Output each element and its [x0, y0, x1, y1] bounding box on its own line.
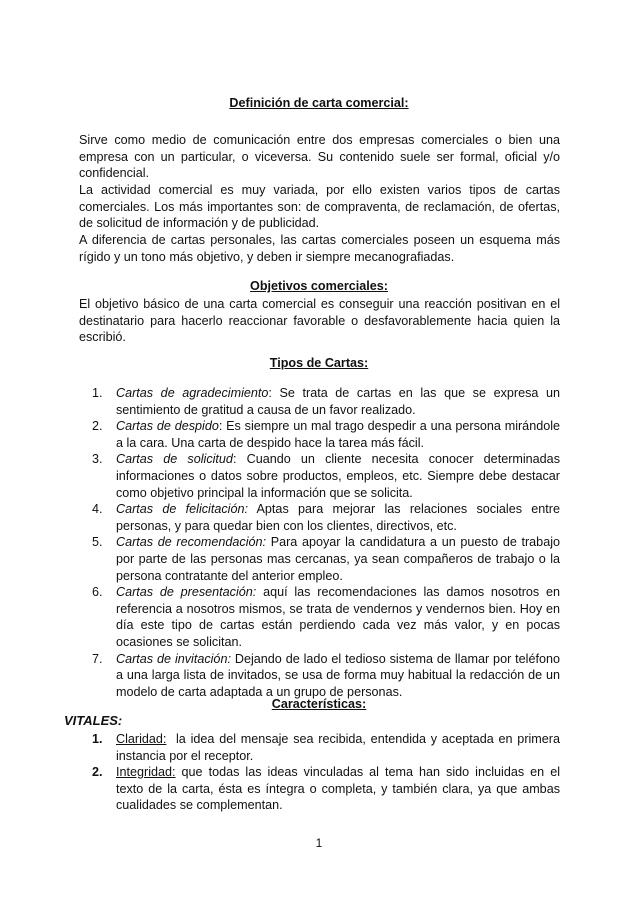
list-item — [92, 764, 560, 814]
separator: : — [218, 419, 227, 434]
vitales-title: VITALES: — [64, 713, 123, 728]
vital-term: Integridad: — [116, 765, 176, 780]
list-item — [92, 731, 560, 764]
list-number: 2. — [92, 419, 103, 434]
list-number: 1. — [92, 732, 103, 746]
list-number: 5. — [92, 535, 103, 550]
list-number: 1. — [92, 386, 103, 400]
tipo-description: Aptas para mejorar las relaciones sociales entre personas, y para quedar bien con los clientes, directivos, etc. — [116, 502, 560, 533]
definicion-paragraph-1: Sirve como medio de comunicación entre dos empresas comerciales o bien una empresa con un particular, o viceversa. Su contenido suele ser formal, oficial y/o confidencial. — [79, 133, 560, 181]
list-number: 2. — [92, 765, 103, 780]
definicion-paragraph-2: La actividad comercial es muy variada, por ello existen varios tipos de cartas comerciales. Los más importantes son: de compraventa, de reclamación, de ofertas, de solicitud de información y de publicidad. — [79, 183, 560, 231]
list-item — [92, 418, 560, 451]
list-item — [92, 651, 560, 701]
tipo-description: Cuando un cliente necesita conocer determinadas informaciones o datos sobre productos, empleos, etc. Siempre debe destacar como objetivo principal la información que se solicita. — [116, 452, 560, 500]
list-item — [92, 584, 560, 650]
tipo-term: Cartas de agradecimiento — [116, 386, 269, 400]
tipo-term: Cartas de recomendación: — [116, 535, 267, 550]
tipo-description: Dejando de lado el tedioso sistema de llamar por teléfono a una larga lista de invitados, se usa de forma muy habitual la redacción de un modelo de carta adaptada a un grupo de personas. — [116, 651, 560, 699]
separator: : — [268, 386, 280, 400]
separator — [248, 502, 257, 516]
page-number: 1 — [315, 836, 323, 850]
objetivos-paragraph: El objetivo básico de una carta comercial es conseguir una reacción positivan en el destinatario para hacerlo reaccionar favorable o desfavorablemente hacia quien la escribió. — [79, 297, 560, 345]
tipo-term: Cartas de despido — [116, 419, 219, 434]
tipos-list — [92, 385, 560, 700]
vital-description: la idea del mensaje sea recibida, entendida y aceptada en primera instancia por el receptor. — [116, 732, 560, 763]
heading-caracteristicas: Características: — [271, 697, 367, 711]
vital-term: Claridad: — [116, 732, 167, 746]
tipo-term: Cartas de solicitud — [116, 452, 233, 467]
list-item — [92, 501, 560, 534]
heading-definicion: Definición de carta comercial: — [229, 96, 409, 110]
list-item — [92, 451, 560, 501]
tipo-term: Cartas de presentación: — [116, 585, 257, 600]
tipo-description: aquí las recomendaciones las damos nosotros en referencia a nosotros mismos, se trata de vendernos y vendernos bien. Hoy en día este tipo de cartas están perdiendo cada vez más valor, y en pocas ocasiones se solicitan. — [116, 585, 560, 649]
tipo-description: Se trata de cartas en las que se expresa un sentimiento de gratitud a causa de un favor realizado. — [116, 386, 560, 417]
tipo-description: Para apoyar la candidatura a un puesto de trabajo por parte de las personas mas cercanas, ya sean compañeros de trabajo o la persona contratante del anterior empleo. — [116, 535, 560, 583]
definicion-paragraph-3: A diferencia de cartas personales, las cartas comerciales poseen un esquema más rígido y un tono más objetivo, y deben ir siempre mecanografiadas. — [79, 233, 560, 264]
list-number: 3. — [92, 452, 103, 467]
vital-description: que todas las ideas vinculadas al tema han sido incluidas en el texto de la carta, ésta es íntegra o completa, y también clara, ya que ambas cualidades se complementan. — [116, 765, 561, 813]
list-number: 6. — [92, 585, 103, 600]
heading-objetivos: Objetivos comerciales: — [250, 279, 388, 293]
separator: : — [232, 452, 247, 467]
separator — [166, 732, 176, 746]
vitales-list — [92, 731, 560, 814]
list-item — [92, 385, 560, 418]
list-number: 4. — [92, 502, 103, 517]
tipo-description: Es siempre un mal trago despedir a una persona mirándole a la cara. Una carta de despido hace la tarea más fácil. — [116, 419, 561, 450]
list-number: 7. — [92, 651, 103, 666]
list-item — [92, 534, 560, 584]
tipo-term: Cartas de invitación: — [116, 651, 231, 666]
tipo-term: Cartas de felicitación: — [116, 502, 248, 517]
heading-tipos: Tipos de Cartas: — [269, 356, 369, 370]
